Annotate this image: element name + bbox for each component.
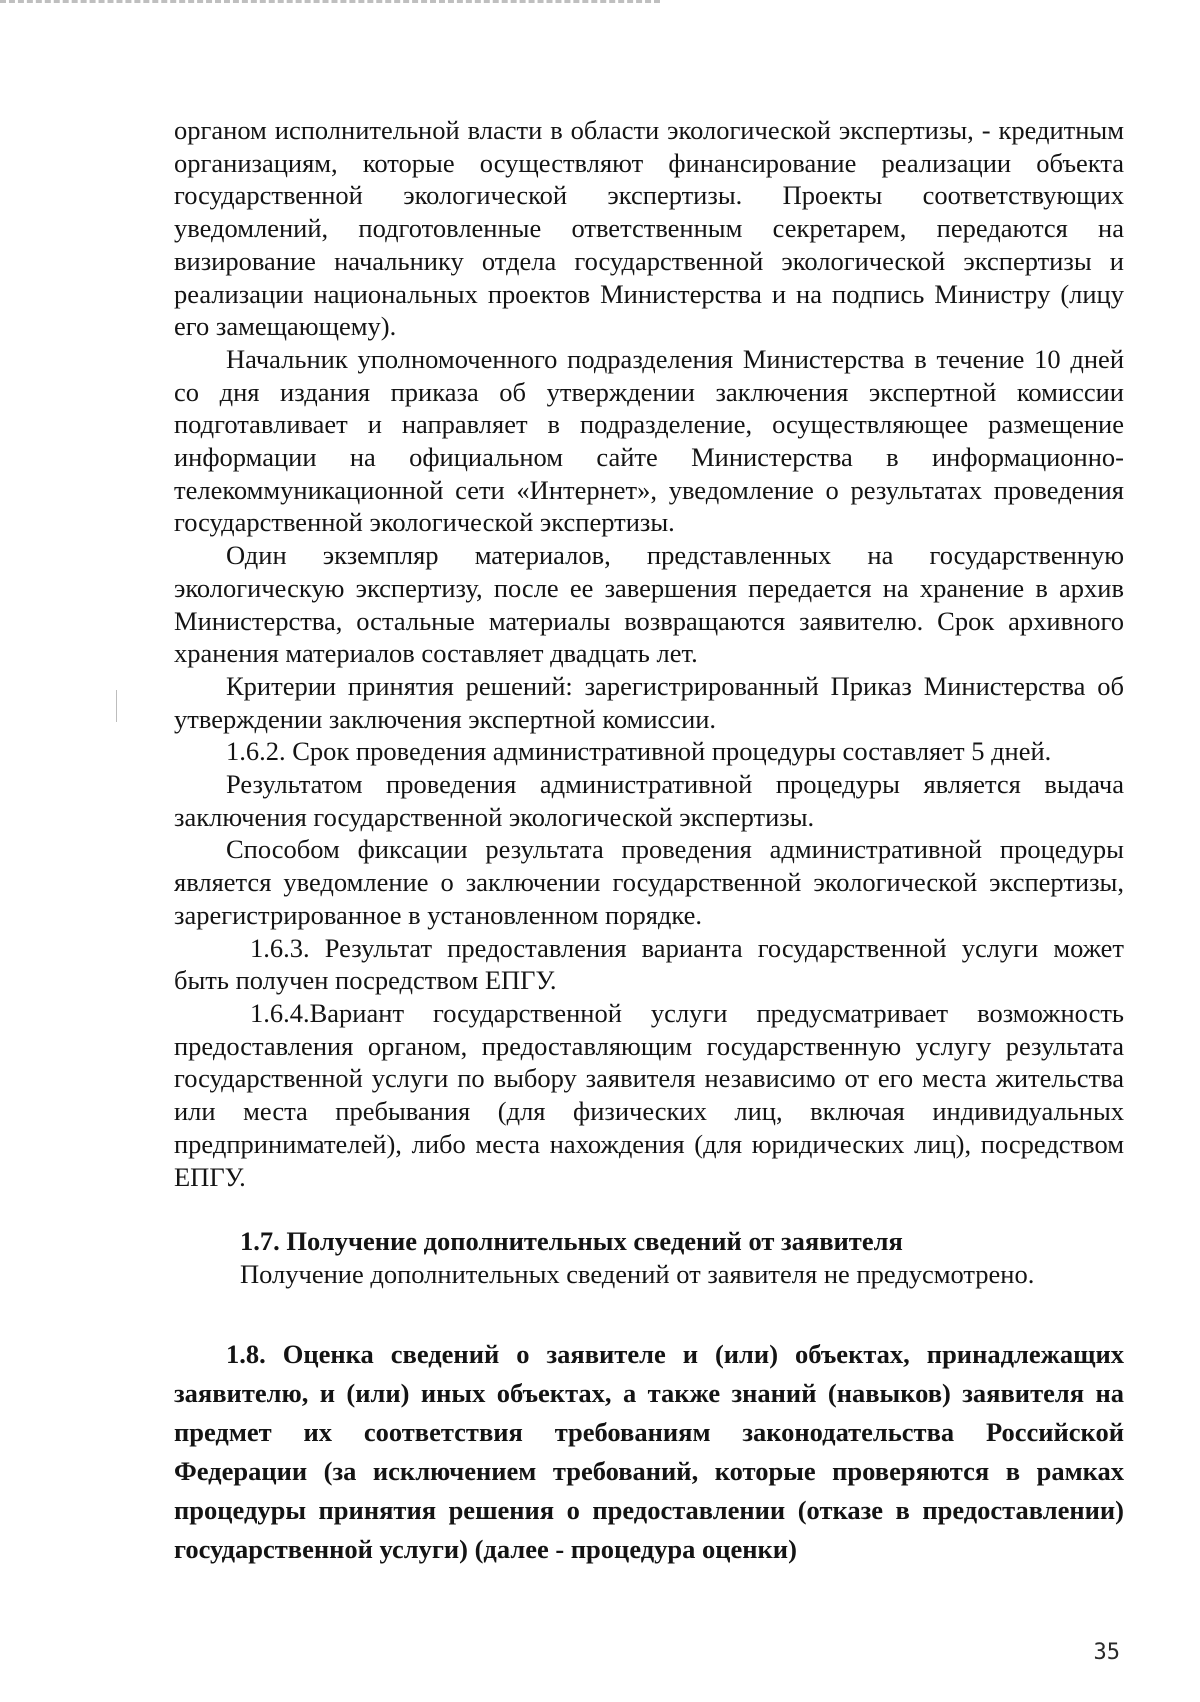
page-number: 35 (1093, 1640, 1120, 1665)
section-heading-1-8: 1.8. Оценка сведений о заявителе и (или) объектах, принадлежащих заявителю, и (или) иных объектах, а также знаний (навыков) заявителя на предмет их соответствия требованиям законодательства Российской Федерации (за исключением требований, которые проверяются в рамках процедуры принятия решения о предоставлении (отказе в предоставлении) государственной услуги) (далее - процедура оценки) (174, 1338, 1124, 1564)
document-body (174, 114, 1124, 1569)
paragraph-fixation: Способом фиксации результата проведения административной процедуры является уведомление о заключении государственной экологической экспертизы, зарегистрированное в установленном порядке. (174, 834, 1124, 930)
paragraph-notification: органом исполнительной власти в области экологической экспертизы, - кредитным организациям, которые осуществляют финансирование реализации объекта государственной экологической экспертизы. Проекты соответствующих уведомлений, подготовленные ответственным секретарем, передаются на визирование начальнику отдела государственной экологической экспертизы и реализации национальных проектов Министерства и на подпись Министру (лицу его замещающему). (174, 115, 1124, 342)
paragraph-archive: Один экземпляр материалов, представленных на государственную экологическую экспертизу, после ее завершения передается на хранение в архив Министерства, остальные материалы возвращаются заявителю. Срок архивного хранения материалов составляет двадцать лет. (174, 540, 1124, 669)
paragraph-head-of-division: Начальник уполномоченного подразделения Министерства в течение 10 дней со дня издания приказа об утверждении заключения экспертной комиссии подготавливает и направляет в подразделение, осуществляющее размещение информации на официальном сайте Министерства в информационно-телекоммуникационной сети «Интернет», уведомление о результатах проведения государственной экологической экспертизы. (174, 343, 1124, 538)
paragraph-1-6-3: 1.6.3. Результат предоставления варианта государственной услуги может быть получен посредством ЕПГУ. (174, 932, 1124, 996)
section-text-1-7: Получение дополнительных сведений от заявителя не предусмотрено. (240, 1258, 1035, 1289)
scan-artifact (0, 0, 660, 9)
paragraph-result: Результатом проведения административной процедуры является выдача заключения государственной экологической экспертизы. (174, 769, 1124, 832)
paragraph-criteria: Критерии принятия решений: зарегистрированный Приказ Министерства об утверждении заключения экспертной комиссии. (174, 670, 1124, 734)
paragraph-1-6-4: 1.6.4.Вариант государственной услуги предусматривает возможность предоставления органом, предоставляющим государственную услугу результата государственной услуги по выбору заявителя независимо от его места жительства или места пребывания (для физических лиц, включая индивидуальных предпринимателей), либо места нахождения (для юридических лиц), посредством ЕПГУ. (174, 997, 1124, 1192)
section-heading-1-7: 1.7. Получение дополнительных сведений от заявителя (240, 1226, 903, 1257)
scan-mark (116, 690, 117, 722)
paragraph-1-6-2: 1.6.2. Срок проведения административной процедуры составляет 5 дней. (226, 736, 1052, 767)
